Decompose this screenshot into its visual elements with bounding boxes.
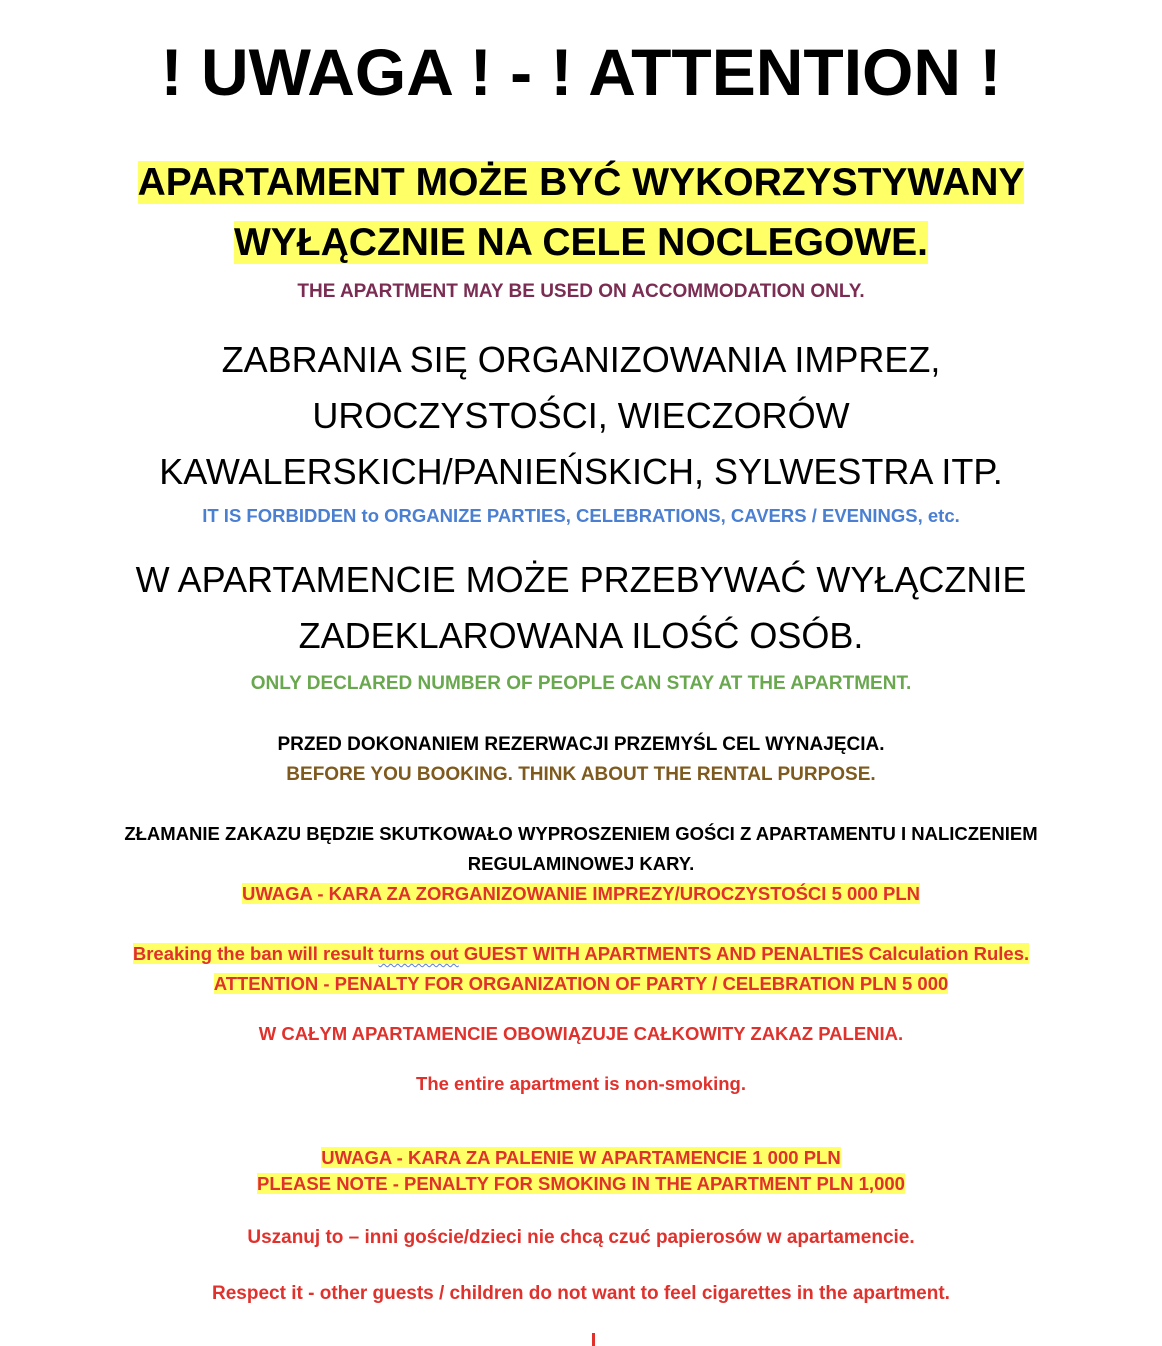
- ban-pl-line2: REGULAMINOWEJ KARY.: [467, 853, 695, 874]
- smoking-en: The entire apartment is non-smoking.: [416, 1073, 746, 1094]
- ban-en-line1: [0, 942, 1162, 966]
- smoking-en-penalty: [0, 1172, 1162, 1196]
- smoking-en-respect: Respect it - other guests / children do not want to feel cigarettes in the apartment.: [212, 1283, 950, 1304]
- ban-en-line1-text: [133, 943, 1029, 964]
- occupancy-pl-line2: ZADEKLAROWANA ILOŚĆ OSÓB.: [298, 615, 864, 656]
- parties-en: IT IS FORBIDDEN to ORGANIZE PARTIES, CELEBRATIONS, CAVERS / EVENINGS, etc.: [202, 505, 960, 526]
- spellcheck-underlined-text: turns out: [378, 943, 459, 964]
- parties-pl-line3: KAWALERSKICH/PANIEŃSKICH, SYLWESTRA ITP.: [159, 451, 1003, 492]
- accommodation-pl-line1-text: APARTAMENT MOŻE BYĆ WYKORZYSTYWANY: [137, 161, 1025, 204]
- ban-en-penalty-text: ATTENTION - PENALTY FOR ORGANIZATION OF PARTY / CELEBRATION PLN 5 000: [213, 973, 949, 994]
- occupancy-en: ONLY DECLARED NUMBER OF PEOPLE CAN STAY AT THE APARTMENT.: [250, 673, 912, 694]
- ban-pl-line1: ZŁAMANIE ZAKAZU BĘDZIE SKUTKOWAŁO WYPROSZENIEM GOŚCI Z APARTAMENTU I NALICZENIEM: [124, 823, 1038, 844]
- accommodation-pl-line2: [0, 220, 1162, 266]
- ban-pl-penalty-text: UWAGA - KARA ZA ZORGANIZOWANIE IMPREZY/UROCZYSTOŚCI 5 000 PLN: [241, 883, 921, 904]
- smoking-pl-penalty: [0, 1146, 1162, 1170]
- purpose-pl: PRZED DOKONANIEM REZERWACJI PRZEMYŚL CEL WYNAJĘCIA.: [277, 734, 885, 755]
- smoking-pl-respect: Uszanuj to – inni goście/dzieci nie chcą czuć papierosów w apartamencie.: [247, 1227, 915, 1248]
- text-cursor: [592, 1333, 595, 1346]
- parties-pl-line1: ZABRANIA SIĘ ORGANIZOWANIA IMPREZ,: [221, 339, 941, 380]
- ban-pl-penalty: [0, 882, 1162, 906]
- accommodation-pl-line2-text: WYŁĄCZNIE NA CELE NOCLEGOWE.: [233, 221, 929, 264]
- smoking-pl: W CAŁYM APARTAMENCIE OBOWIĄZUJE CAŁKOWITY ZAKAZ PALENIA.: [258, 1023, 904, 1044]
- accommodation-en: THE APARTMENT MAY BE USED ON ACCOMMODATION ONLY.: [297, 281, 865, 302]
- smoking-pl-penalty-text: UWAGA - KARA ZA PALENIE W APARTAMENCIE 1 000 PLN: [321, 1147, 841, 1168]
- ban-en-part-c: GUEST WITH APARTMENTS AND PENALTIES Calculation Rules.: [458, 943, 1030, 964]
- ban-en-part-a: Breaking the ban will result: [132, 943, 379, 964]
- purpose-en: BEFORE YOU BOOKING. THINK ABOUT THE RENTAL PURPOSE.: [286, 764, 876, 785]
- page-title: ! UWAGA ! - ! ATTENTION !: [160, 35, 1002, 109]
- accommodation-pl-line1: [0, 160, 1162, 206]
- occupancy-pl-line1: W APARTAMENCIE MOŻE PRZEBYWAĆ WYŁĄCZNIE: [135, 559, 1027, 600]
- parties-pl-line2: UROCZYSTOŚCI, WIECZORÓW: [312, 395, 850, 436]
- smoking-en-penalty-text: PLEASE NOTE - PENALTY FOR SMOKING IN THE APARTMENT PLN 1,000: [257, 1173, 905, 1194]
- ban-en-penalty: [0, 972, 1162, 996]
